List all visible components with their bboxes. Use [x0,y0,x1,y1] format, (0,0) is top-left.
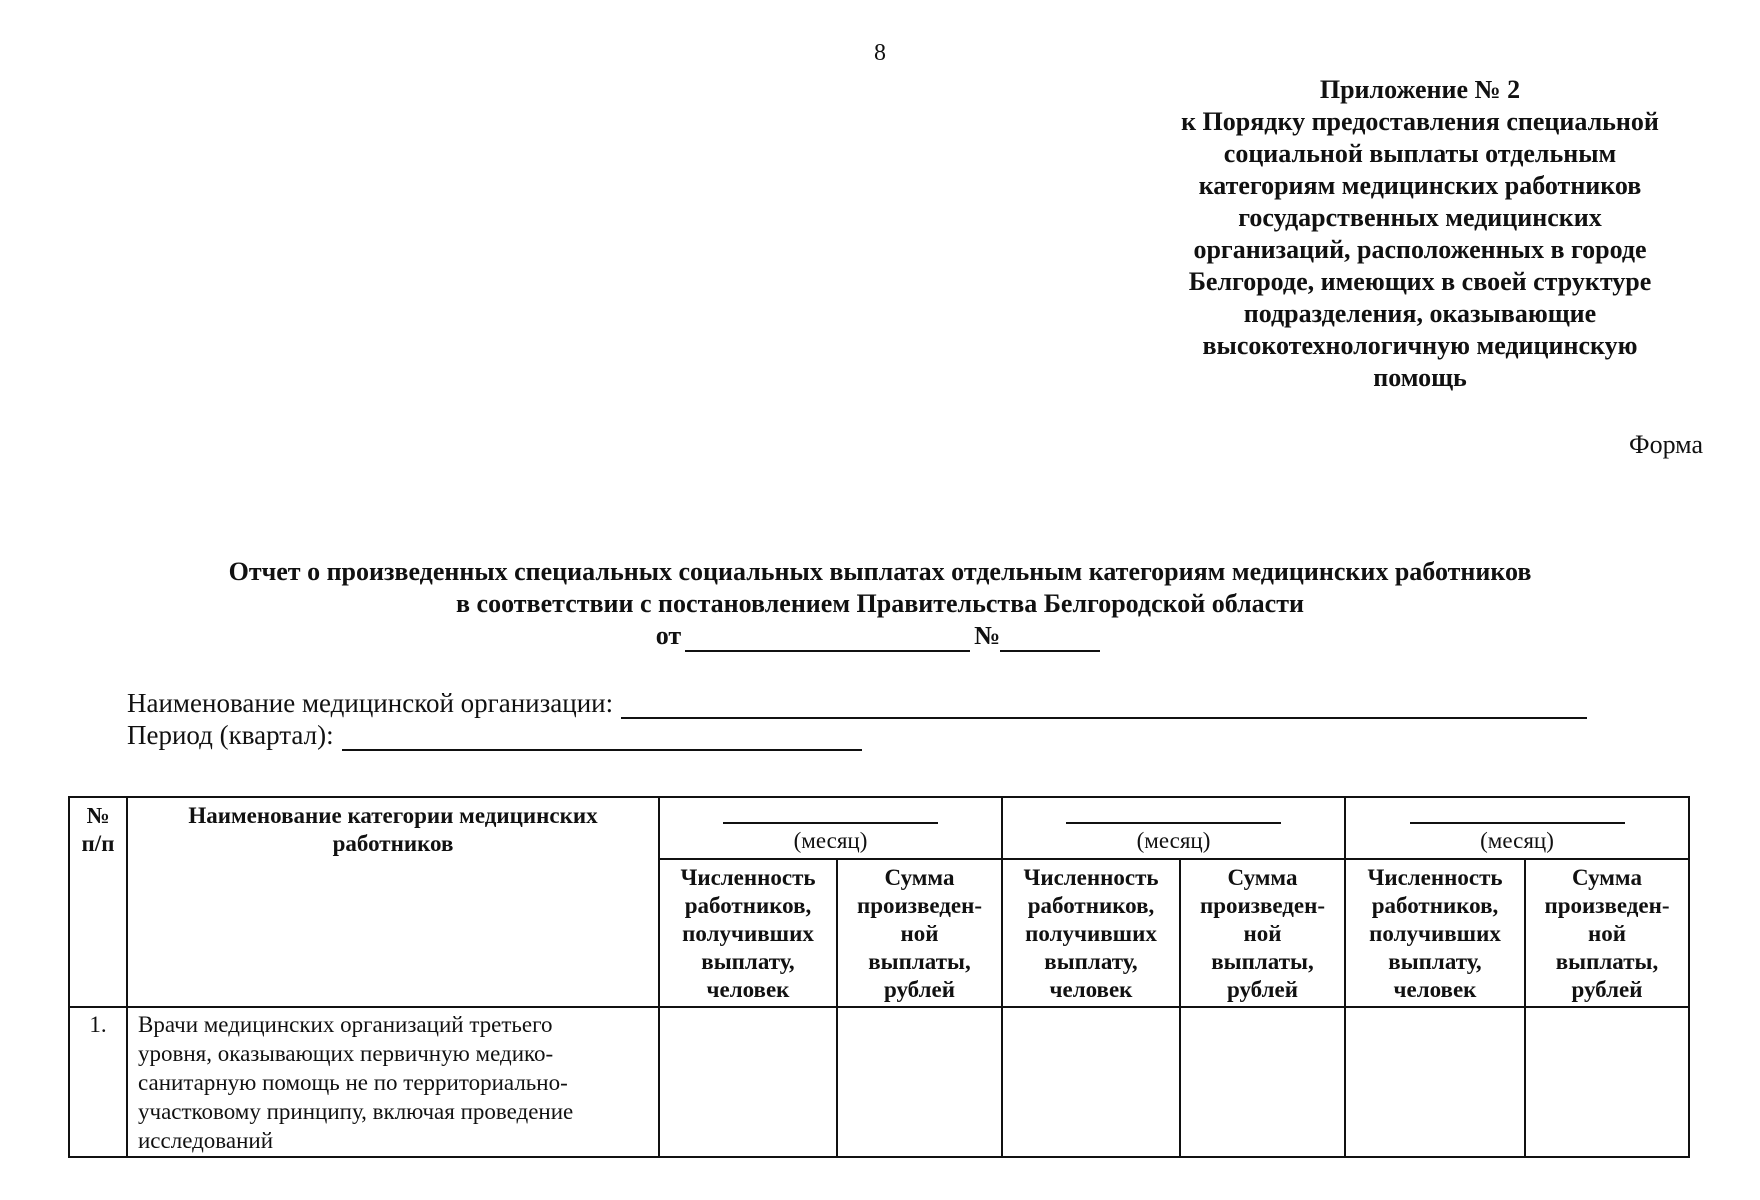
month-header-2 [1002,797,1345,859]
number-label: № [974,621,1001,650]
organization-label: Наименование медицинской организации: [127,688,614,718]
period-field[interactable] [342,723,862,751]
sum-header: Сумма произведен- ной выплаты, рублей [837,859,1002,1007]
month-header-3 [1345,797,1689,859]
period-label: Период (квартал): [127,720,334,750]
table-row [69,1007,1689,1157]
report-title [60,556,1700,652]
date-blank-field[interactable] [685,626,970,652]
sum-cell[interactable] [837,1007,1002,1157]
appendix-header [1140,74,1700,394]
row-category: Врачи медицинских организаций третьего уровня, оказывающих первичную медико- санитарную помощь не по территориально- участковому принципу, включая проведение исследований [127,1007,659,1157]
page-number: 8 [874,40,886,66]
report-date-number-line [60,620,1700,652]
month-header-1 [659,797,1002,859]
appendix-line: подразделения, оказывающие [1243,299,1597,328]
from-label: от [655,621,682,650]
report-table [68,796,1690,1158]
appendix-line: Приложение № 2 [1319,75,1521,104]
count-cell[interactable] [659,1007,837,1157]
appendix-line: организаций, расположенных в городе [1193,235,1647,264]
sum-header: Сумма произведен- ной выплаты, рублей [1180,859,1345,1007]
month-label: (месяц) [793,828,868,853]
organization-field[interactable] [621,691,1587,719]
sum-cell[interactable] [1525,1007,1689,1157]
month-blank-field[interactable] [1410,822,1625,824]
appendix-line: высокотехнологичную медицинскую [1202,331,1638,360]
report-title-line: Отчет о произведенных специальных социальных выплатах отдельным категориям медицинских работников [228,557,1532,586]
count-header: Численность работников, получивших выплату, человек [1345,859,1525,1007]
appendix-line: категориям медицинских работников [1198,171,1642,200]
report-title-line: в соответствии с постановлением Правительства Белгородской области [456,589,1304,618]
sum-cell[interactable] [1180,1007,1345,1157]
month-blank-field[interactable] [1066,822,1281,824]
month-label: (месяц) [1136,828,1211,853]
appendix-line: Белгороде, имеющих в своей структуре [1188,267,1652,296]
table-header-row [69,797,1689,859]
sum-header: Сумма произведен- ной выплаты, рублей [1525,859,1689,1007]
appendix-line: государственных медицинских [1238,203,1602,232]
period-field-row [127,720,866,751]
appendix-line: помощь [1373,363,1467,392]
organization-field-row [127,688,1591,719]
appendix-line: к Порядку предоставления специальной [1181,107,1659,136]
appendix-line: социальной выплаты отдельным [1223,139,1617,168]
count-cell[interactable] [1002,1007,1180,1157]
col-num-header: № п/п [69,797,127,1007]
row-number: 1. [69,1007,127,1157]
form-label: Форма [1629,430,1703,459]
count-cell[interactable] [1345,1007,1525,1157]
count-header: Численность работников, получивших выплату, человек [1002,859,1180,1007]
number-blank-field[interactable] [1000,626,1100,652]
month-blank-field[interactable] [723,822,938,824]
count-header: Численность работников, получивших выплату, человек [659,859,837,1007]
col-category-header: Наименование категории медицинских работников [127,797,659,1007]
month-label: (месяц) [1480,828,1554,853]
